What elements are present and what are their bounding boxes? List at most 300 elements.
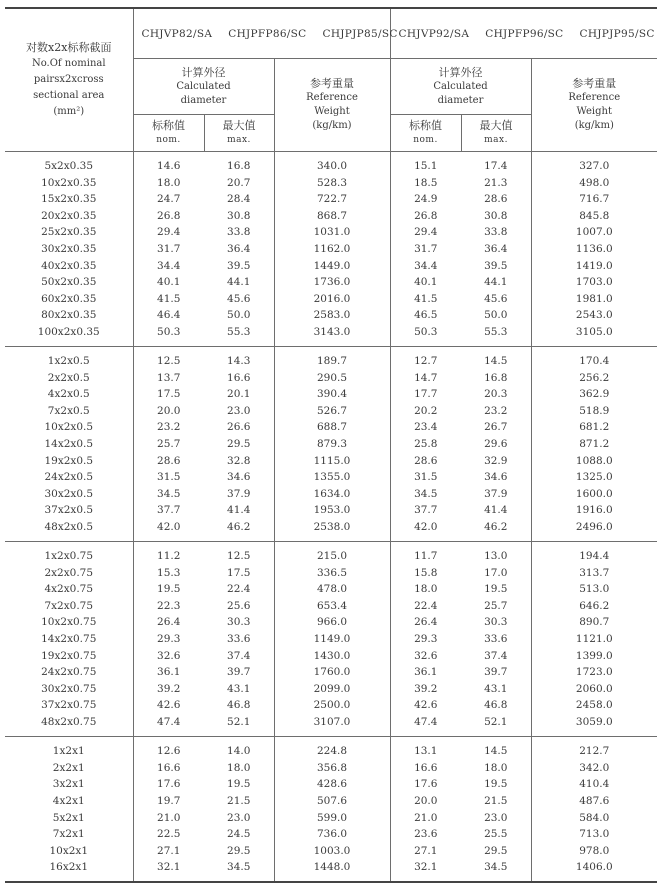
spec-cell: 5x2x0.35: [44, 160, 94, 173]
right-max-cell: 16.8: [484, 371, 508, 384]
right-max-cell: 39.7: [484, 666, 508, 679]
right-weight-cell: 170.4: [531, 347, 657, 370]
spec-cell: 40x2x0.35: [41, 259, 97, 272]
spec-column-header: [5, 8, 133, 152]
left-weight-cell: 1031.0: [274, 224, 390, 241]
table-row: [5, 859, 657, 883]
left-models-header: [133, 8, 398, 59]
right-max-cell: 14.5: [484, 745, 508, 758]
table-body: [5, 152, 657, 883]
right-weight-cell: 2496.0: [531, 518, 657, 541]
table-row: [5, 737, 657, 760]
right-nom-cell: 16.6: [390, 760, 461, 777]
left-max-cell: 43.1: [227, 682, 251, 695]
right-nom-cell: 28.6: [390, 452, 461, 469]
left-nom-cell: 19.5: [133, 581, 204, 598]
table-row: [5, 347, 657, 370]
right-weight-cell: 1600.0: [531, 485, 657, 502]
left-nom-cell: 36.1: [133, 664, 204, 681]
left-weight-cell: 2099.0: [274, 680, 390, 697]
right-weight-cell: 362.9: [531, 386, 657, 403]
left-nom-cell: 46.4: [133, 307, 204, 324]
left-weight-cell: 599.0: [274, 809, 390, 826]
left-max-cell: 52.1: [204, 714, 274, 737]
table-row: [5, 842, 657, 859]
left-max-cell: 39.7: [227, 666, 251, 679]
spec-cell: 2x2x1: [52, 761, 85, 774]
left-nom-cell: 27.1: [133, 842, 204, 859]
left-weight-cell: 1162.0: [274, 241, 390, 258]
spec-label-cn: 对数x2x标称截面: [26, 41, 112, 54]
right-max-cell: 25.7: [484, 599, 508, 612]
left-max-cell: 50.0: [227, 309, 251, 322]
max-en: max.: [484, 135, 508, 145]
spec-cell: 24x2x0.5: [44, 471, 94, 484]
right-nom-cell: 25.8: [390, 436, 461, 453]
right-weight-cell: 584.0: [531, 809, 657, 826]
table-row: [5, 760, 657, 777]
table-row: [5, 307, 657, 324]
spec-cell: 100x2x0.35: [5, 323, 133, 346]
left-nom-cell: 32.1: [133, 859, 204, 883]
left-max-cell: 30.8: [227, 209, 251, 222]
right-nom-cell: 36.1: [390, 664, 461, 681]
max-cn: 最大值: [222, 119, 256, 132]
table-row: [5, 208, 657, 225]
left-nom-cell: 39.2: [133, 680, 204, 697]
right-weight-cell: 212.7: [531, 737, 657, 760]
left-nom-cell: 29.4: [133, 224, 204, 241]
left-weight-cell: 966.0: [274, 614, 390, 631]
right-weight-cell: 890.7: [531, 614, 657, 631]
left-nom-cell: 25.7: [133, 436, 204, 453]
spec-cell: 14x2x0.5: [44, 438, 94, 451]
right-nom-cell: 14.7: [390, 370, 461, 387]
table-row: [5, 502, 657, 519]
spec-cell: 19x2x0.5: [44, 454, 94, 467]
right-weight-cell: 513.0: [531, 581, 657, 598]
right-nom-cell: 12.7: [390, 347, 461, 370]
table-row: [5, 518, 657, 541]
right-weight-cell: 978.0: [531, 842, 657, 859]
left-nom-cell: 21.0: [133, 809, 204, 826]
right-nom-cell: 29.3: [390, 631, 461, 648]
table-row: [5, 631, 657, 648]
right-weight-cell: 313.7: [531, 565, 657, 582]
right-weight-cell: 1916.0: [531, 502, 657, 519]
max-cn: 最大值: [479, 119, 513, 132]
left-nom-cell: 26.4: [133, 614, 204, 631]
right-weight-cell: 2543.0: [531, 307, 657, 324]
right-weight-cell: 487.6: [531, 793, 657, 810]
left-max-cell: 18.0: [227, 761, 251, 774]
left-nom-cell: 20.0: [133, 403, 204, 420]
spec-cell: 60x2x0.35: [41, 292, 97, 305]
spec-cell: 7x2x0.75: [44, 599, 94, 612]
right-nom-cell: 27.1: [390, 842, 461, 859]
left-weight-cell: 1115.0: [274, 452, 390, 469]
left-max-cell: 22.4: [227, 583, 251, 596]
weight-en-1: Reference: [568, 92, 621, 103]
left-weight-cell: 528.3: [274, 175, 390, 192]
left-weight-cell: 1355.0: [274, 469, 390, 486]
right-max-cell: 36.4: [484, 243, 508, 255]
left-max-cell: 23.0: [227, 811, 251, 824]
left-weight-cell: 1149.0: [274, 631, 390, 648]
right-nom-cell: 26.8: [390, 208, 461, 225]
right-nom-cell: 47.4: [390, 714, 461, 737]
spec-cell: 24x2x0.75: [41, 666, 97, 679]
left-max-cell: 21.5: [227, 794, 251, 807]
left-max-cell: 14.0: [227, 745, 251, 758]
right-nom-cell: 34.4: [390, 257, 461, 274]
right-weight-cell: 713.0: [531, 826, 657, 843]
table-row: [5, 290, 657, 307]
spec-cell: 14x2x0.75: [41, 633, 97, 646]
right-weight-cell: 1406.0: [531, 859, 657, 883]
left-max-cell: 44.1: [227, 276, 251, 289]
left-max-cell: 46.2: [204, 518, 274, 541]
right-max-cell: 45.6: [484, 292, 508, 305]
right-nom-cell: 20.0: [390, 793, 461, 810]
left-weight-cell: 356.8: [274, 760, 390, 777]
right-max-cell: 32.9: [484, 454, 508, 467]
calc-en-1: Calculated: [176, 80, 231, 92]
right-max-cell: 17.0: [484, 566, 508, 579]
spec-cell: 20x2x0.35: [41, 209, 97, 222]
right-weight-cell: 1981.0: [531, 290, 657, 307]
right-max-cell: 29.5: [484, 844, 508, 857]
right-weight-cell: 1121.0: [531, 631, 657, 648]
right-nom-cell: 13.1: [390, 737, 461, 760]
right-max-cell: 33.8: [484, 226, 508, 239]
spec-cell: 4x2x0.75: [44, 583, 94, 596]
right-weight-cell: 646.2: [531, 598, 657, 615]
right-nom-cell: 32.1: [390, 859, 461, 883]
table-row: [5, 647, 657, 664]
nom-cn: 标称值: [409, 119, 443, 132]
right-weight-cell: 2060.0: [531, 680, 657, 697]
left-nom-cell: 17.6: [133, 776, 204, 793]
left-max-cell: 23.0: [227, 404, 251, 417]
left-max-cell: 37.4: [227, 649, 251, 662]
left-weight-cell: 290.5: [274, 370, 390, 387]
left-weight-cell: 1430.0: [274, 647, 390, 664]
spec-cell: 10x2x0.5: [44, 421, 94, 434]
right-max-cell: 28.6: [484, 193, 508, 206]
table-row: [5, 370, 657, 387]
left-max-cell: 28.4: [227, 193, 251, 206]
calc-en-2: diameter: [437, 94, 484, 106]
right-weight-cell: 716.7: [531, 191, 657, 208]
left-weight-cell: 2500.0: [274, 697, 390, 714]
right-nom-cell: 29.4: [390, 224, 461, 241]
left-nom-cell: 42.0: [133, 518, 204, 541]
left-nom-cell: 22.5: [133, 826, 204, 843]
left-nom-cell: 16.6: [133, 760, 204, 777]
spec-cell: 48x2x0.75: [5, 714, 133, 737]
right-nom-header: [390, 115, 461, 152]
left-nom-cell: 47.4: [133, 714, 204, 737]
right-max-cell: 19.5: [484, 778, 508, 791]
model-label: CHJVP92/SA: [398, 27, 470, 40]
right-weight-cell: 2458.0: [531, 697, 657, 714]
right-nom-cell: 42.0: [390, 518, 461, 541]
right-max-cell: 34.5: [461, 859, 531, 883]
table-row: [5, 241, 657, 258]
left-weight-cell: 736.0: [274, 826, 390, 843]
spec-cell: 10x2x1: [49, 844, 89, 857]
right-nom-cell: 41.5: [390, 290, 461, 307]
right-weight-cell: 1703.0: [531, 274, 657, 291]
spec-cell: 7x2x0.5: [47, 404, 90, 417]
table-row: [5, 436, 657, 453]
left-weight-cell: 1760.0: [274, 664, 390, 681]
right-nom-cell: 21.0: [390, 809, 461, 826]
left-nom-cell: 22.3: [133, 598, 204, 615]
left-max-cell: 16.8: [227, 160, 251, 173]
right-weight-cell: 518.9: [531, 403, 657, 420]
table-row: [5, 826, 657, 843]
right-max-cell: 23.2: [484, 404, 508, 417]
left-weight-cell: 215.0: [274, 542, 390, 565]
right-nom-cell: 18.0: [390, 581, 461, 598]
table-row: [5, 386, 657, 403]
left-weight-cell: 1449.0: [274, 257, 390, 274]
left-nom-cell: 12.5: [133, 347, 204, 370]
right-nom-cell: 15.1: [390, 152, 461, 175]
right-max-cell: 44.1: [484, 276, 508, 289]
spec-cell: 30x2x0.75: [41, 682, 97, 695]
calc-cn: 计算外径: [438, 65, 483, 79]
left-max-header: [204, 115, 274, 152]
nom-en: nom.: [413, 135, 438, 145]
calc-en-1: Calculated: [433, 80, 488, 92]
spec-cell: 37x2x0.75: [41, 699, 97, 712]
right-max-cell: 39.5: [484, 259, 508, 272]
right-max-cell: 46.2: [461, 518, 531, 541]
table-row: [5, 403, 657, 420]
weight-cn: 参考重量: [310, 77, 354, 90]
left-weight-cell: 340.0: [274, 152, 390, 175]
right-max-cell: 46.8: [484, 699, 508, 712]
left-max-cell: 39.5: [227, 259, 251, 272]
left-nom-cell: 14.6: [133, 152, 204, 175]
left-nom-cell: 34.5: [133, 485, 204, 502]
right-max-cell: 33.6: [484, 633, 508, 646]
spec-cell: 50x2x0.35: [41, 276, 97, 289]
spec-label-unit: (mm²): [53, 106, 85, 117]
left-weight-cell: 336.5: [274, 565, 390, 582]
left-max-cell: 33.8: [227, 226, 251, 239]
right-weight-cell: 1088.0: [531, 452, 657, 469]
right-max-cell: 23.0: [484, 811, 508, 824]
max-en: max.: [227, 135, 251, 145]
right-max-cell: 34.6: [484, 471, 508, 484]
table-row: [5, 614, 657, 631]
left-calc-diameter-header: [133, 59, 274, 115]
left-weight-header: [274, 59, 390, 152]
table-row: [5, 581, 657, 598]
left-weight-cell: 3143.0: [274, 323, 390, 346]
spec-cell: 3x2x1: [52, 778, 85, 791]
left-max-cell: 45.6: [227, 292, 251, 305]
weight-en-1: Reference: [306, 92, 358, 103]
left-max-cell: 25.6: [227, 599, 251, 612]
right-weight-cell: 194.4: [531, 542, 657, 565]
spec-cell: 10x2x0.75: [41, 616, 97, 629]
table-row: [5, 224, 657, 241]
table-row: [5, 697, 657, 714]
right-nom-cell: 32.6: [390, 647, 461, 664]
left-max-cell: 20.1: [227, 388, 251, 401]
spec-cell: 30x2x0.35: [41, 243, 97, 255]
nom-cn: 标称值: [152, 119, 185, 132]
right-max-header: [461, 115, 531, 152]
right-nom-cell: 24.9: [390, 191, 461, 208]
left-nom-cell: 12.6: [133, 737, 204, 760]
weight-unit: (kg/km): [312, 120, 352, 131]
right-max-cell: 29.6: [484, 438, 508, 451]
right-max-cell: 14.5: [484, 355, 508, 368]
spec-cell: 30x2x0.5: [44, 487, 94, 500]
left-nom-cell: 11.2: [133, 542, 204, 565]
right-weight-cell: 3059.0: [531, 714, 657, 737]
left-nom-header: [133, 115, 204, 152]
left-max-cell: 32.8: [227, 454, 251, 467]
left-weight-cell: 722.7: [274, 191, 390, 208]
right-max-cell: 21.5: [484, 794, 508, 807]
model-label: CHJPJP85/SC: [322, 27, 398, 40]
spec-cell: 4x2x0.5: [47, 388, 90, 401]
table-row: [5, 664, 657, 681]
left-weight-cell: 1448.0: [274, 859, 390, 883]
table-row: [5, 485, 657, 502]
model-label: CHJPFP86/SC: [228, 27, 307, 40]
spec-cell: 5x2x1: [52, 811, 85, 824]
left-weight-cell: 428.6: [274, 776, 390, 793]
left-max-cell: 20.7: [227, 176, 251, 189]
spec-cell: 1x2x0.5: [47, 355, 90, 368]
right-weight-cell: 1136.0: [531, 241, 657, 258]
right-max-cell: 19.5: [484, 583, 508, 596]
right-max-cell: 37.4: [484, 649, 508, 662]
spec-label-en-1: No.Of nominal: [31, 58, 106, 69]
left-nom-cell: 31.7: [133, 241, 204, 258]
weight-en-2: Weight: [314, 106, 350, 117]
right-weight-cell: 1325.0: [531, 469, 657, 486]
left-weight-cell: 507.6: [274, 793, 390, 810]
right-nom-cell: 17.7: [390, 386, 461, 403]
right-max-cell: 55.3: [461, 323, 531, 346]
left-weight-cell: 478.0: [274, 581, 390, 598]
left-weight-cell: 653.4: [274, 598, 390, 615]
right-nom-cell: 31.5: [390, 469, 461, 486]
right-nom-cell: 40.1: [390, 274, 461, 291]
right-weight-cell: 681.2: [531, 419, 657, 436]
spec-cell: 80x2x0.35: [41, 309, 97, 322]
table-row: [5, 419, 657, 436]
right-weight-cell: 1723.0: [531, 664, 657, 681]
left-nom-cell: 42.6: [133, 697, 204, 714]
left-nom-cell: 37.7: [133, 502, 204, 519]
left-nom-cell: 31.5: [133, 469, 204, 486]
left-nom-cell: 17.5: [133, 386, 204, 403]
left-weight-cell: 868.7: [274, 208, 390, 225]
left-max-cell: 36.4: [227, 243, 251, 255]
left-nom-cell: 26.8: [133, 208, 204, 225]
spec-label-en-3: sectional area: [33, 90, 105, 101]
right-calc-diameter-header: [390, 59, 531, 115]
left-weight-cell: 189.7: [274, 347, 390, 370]
spec-cell: 4x2x1: [52, 794, 85, 807]
right-weight-cell: 3105.0: [531, 323, 657, 346]
table-row: [5, 191, 657, 208]
nom-en: nom.: [156, 135, 181, 145]
right-nom-cell: 11.7: [390, 542, 461, 565]
left-max-cell: 16.6: [227, 371, 251, 384]
left-weight-cell: 1634.0: [274, 485, 390, 502]
left-nom-cell: 50.3: [133, 323, 204, 346]
left-nom-cell: 32.6: [133, 647, 204, 664]
table-row: [5, 598, 657, 615]
spec-cell: 2x2x0.5: [47, 371, 90, 384]
left-nom-cell: 15.3: [133, 565, 204, 582]
model-label: CHJVP82/SA: [141, 27, 213, 40]
spec-cell: 16x2x1: [5, 859, 133, 883]
spec-cell: 37x2x0.5: [44, 504, 94, 517]
right-nom-cell: 26.4: [390, 614, 461, 631]
left-weight-cell: 1003.0: [274, 842, 390, 859]
right-nom-cell: 23.4: [390, 419, 461, 436]
right-weight-cell: 871.2: [531, 436, 657, 453]
left-nom-cell: 40.1: [133, 274, 204, 291]
table-row: [5, 776, 657, 793]
left-max-cell: 41.4: [227, 504, 251, 517]
right-nom-cell: 34.5: [390, 485, 461, 502]
right-weight-cell: 498.0: [531, 175, 657, 192]
right-nom-cell: 20.2: [390, 403, 461, 420]
right-weight-cell: 1399.0: [531, 647, 657, 664]
table-row: [5, 714, 657, 737]
cable-spec-table: [5, 7, 657, 883]
right-weight-cell: 1419.0: [531, 257, 657, 274]
left-nom-cell: 29.3: [133, 631, 204, 648]
left-weight-cell: 879.3: [274, 436, 390, 453]
right-max-cell: 26.7: [484, 421, 508, 434]
left-max-cell: 34.6: [227, 471, 251, 484]
right-nom-cell: 50.3: [390, 323, 461, 346]
table-row: [5, 257, 657, 274]
model-label: CHJPFP96/SC: [485, 27, 564, 40]
left-nom-cell: 34.4: [133, 257, 204, 274]
left-nom-cell: 24.7: [133, 191, 204, 208]
left-nom-cell: 41.5: [133, 290, 204, 307]
right-max-cell: 30.3: [484, 616, 508, 629]
table-row: [5, 565, 657, 582]
right-models-header: [390, 8, 657, 59]
table-row: [5, 175, 657, 192]
spec-cell: 19x2x0.75: [41, 649, 97, 662]
right-max-cell: 20.3: [484, 388, 508, 401]
left-nom-cell: 19.7: [133, 793, 204, 810]
calc-cn: 计算外径: [181, 65, 226, 79]
right-nom-cell: 42.6: [390, 697, 461, 714]
table-row: [5, 680, 657, 697]
left-max-cell: 14.3: [227, 355, 251, 368]
right-weight-header: [531, 59, 657, 152]
table-row: [5, 793, 657, 810]
